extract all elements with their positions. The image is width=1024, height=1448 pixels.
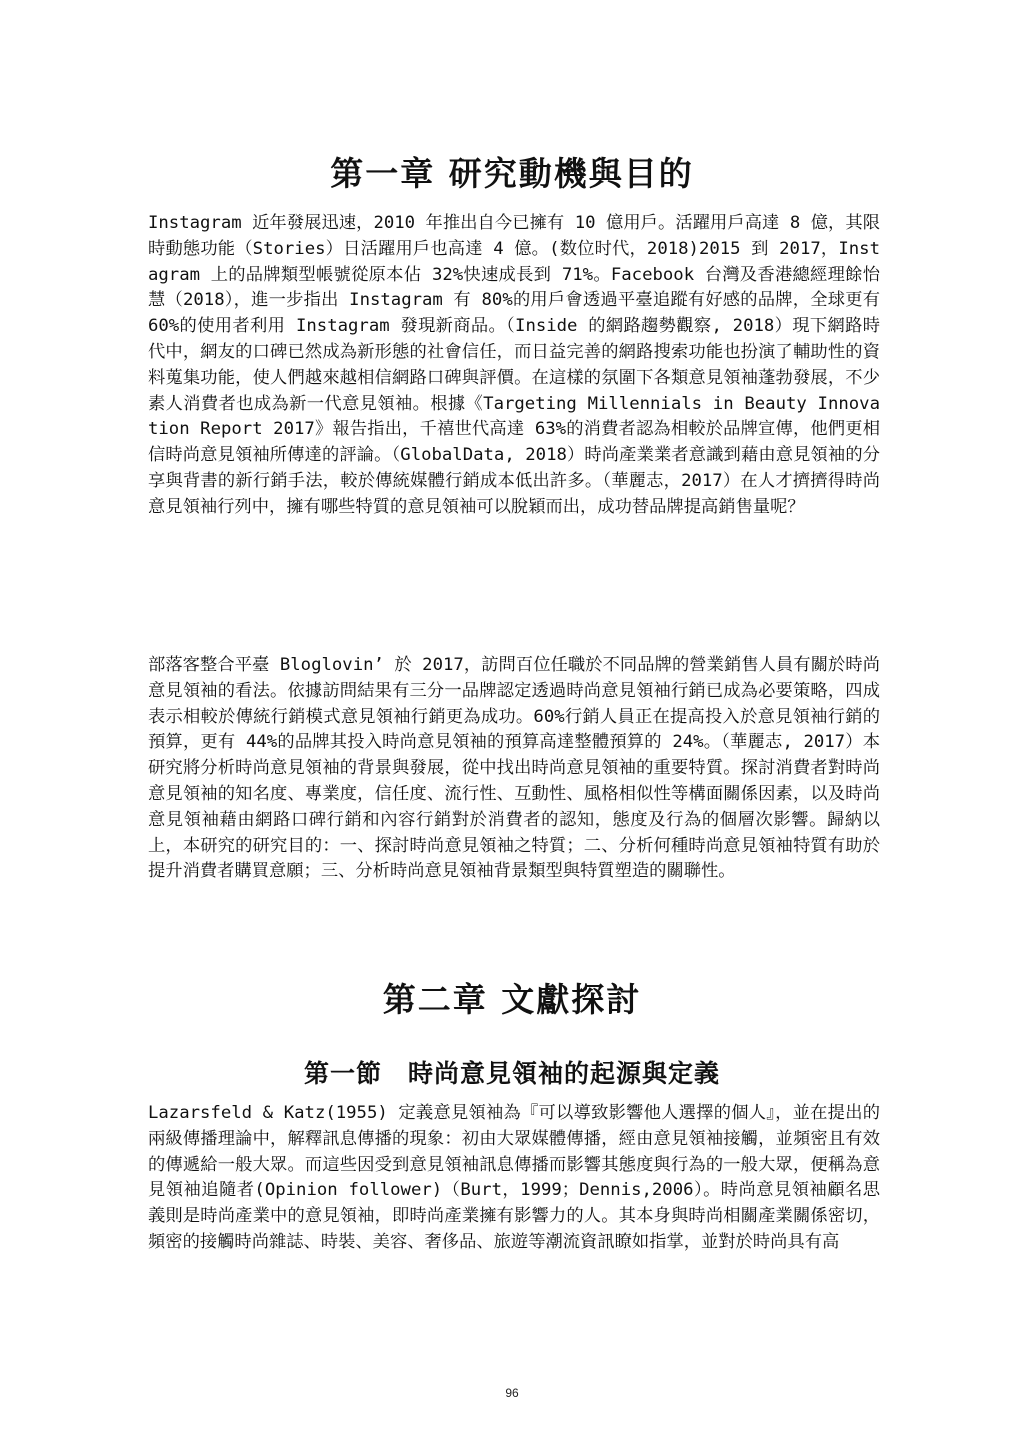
chapter-1-paragraph-2: 部落客整合平臺 Bloglovin’ 於 2017，訪問百位任職於不同品牌的營業銷售人員有關於時尚意見領袖的看法。依據訪問結果有三分一品牌認定透過時尚意見領袖行銷已成為必要策略，四成表示相較於傳統行銷模式意見領袖行銷更為成功。60%行銷人員正在提高投入於意見領袖行銷的預算，更有 44%的品牌其投入時尚意見領袖的預算高達整體預算的 24%。（華麗志, 2017）本研究將分析時尚意見領袖的背景與發展，從中找出時尚意見領袖的重要特質。探討消費者對時尚意見領袖的知名度、專業度，信任度、流行性、互動性、風格相似性等構面關係因素，以及時尚意見領袖藉由網路口碑行銷和內容行銷對於消費者的認知，態度及行為的個層次影響。歸納以上，本研究的研究目的：一、探討時尚意見領袖之特質；二、分析何種時尚意見領袖特質有助於提升消費者購買意願；三、分析時尚意見領袖背景類型與特質塑造的關聯性。 <box>148 655 880 882</box>
chapter-1-title: 第一章 研究動機與目的 <box>330 154 694 193</box>
section-1-title: 第一節 時尚意見領袖的起源與定義 <box>303 1059 720 1088</box>
section-1-paragraph: Lazarsfeld & Katz(1955) 定義意見領袖為『可以導致影響他人選擇的個人』，並在提出的兩級傳播理論中，解釋訊息傳播的現象：初由大眾媒體傳播，經由意見領袖接觸，並頻密且有效的傳遞給一般大眾。而這些因受到意見領袖訊息傳播而影響其態度與行為的一般大眾，便稱為意見領袖追隨者(Opinion follower)（Burt，1999；Dennis,2006）。時尚意見領袖顧名思義則是時尚產業中的意見領袖，即時尚產業擁有影響力的人。其本身與時尚相關產業關係密切，頻密的接觸時尚雜誌、時裝、美容、奢侈品、旅遊等潮流資訊瞭如指掌，並對於時尚具有高 <box>148 1103 880 1252</box>
page-number: 96 <box>505 1386 519 1400</box>
chapter-2-title: 第二章 文獻探討 <box>382 980 642 1019</box>
chapter-1-paragraph-1: Instagram 近年發展迅速，2010 年推出自今已擁有 10 億用戶。活躍用戶高達 8 億，其限時動態功能（Stories）日活躍用戶也高達 4 億。(数位时代，2018)2015 到 2017，Instagram 上的品牌類型帳號從原本佔 32%快速成長到 71%。Facebook 台灣及香港總經理餘怡慧（2018），進一步指出 Instagram 有 80%的用戶會透過平臺追蹤有好感的品牌，全球更有 60%的使用者利用 Instagram 發現新商品。（Inside 的網路趨勢觀察, 2018）現下網路時代中，網友的口碑已然成為新形態的社會信任，而日益完善的網路搜索功能也扮演了輔助性的資料蒐集功能，使人們越來越相信網路口碑與評價。在這樣的氛圍下各類意見領袖蓬勃發展，不少素人消費者也成為新一代意見領袖。根據《Targeting Millennials in Beauty Innovation Report 2017》報告指出，千禧世代高達 63%的消費者認為相較於品牌宣傳，他們更相信時尚意見領袖所傳達的評論。（GlobalData, 2018）時尚產業業者意識到藉由意見領袖的分享與背書的新行銷手法，較於傳統媒體行銷成本低出許多。（華麗志，2017）在人才擠擠得時尚意見領袖行列中，擁有哪些特質的意見領袖可以脫穎而出，成功替品牌提高銷售量呢？ <box>148 213 880 517</box>
